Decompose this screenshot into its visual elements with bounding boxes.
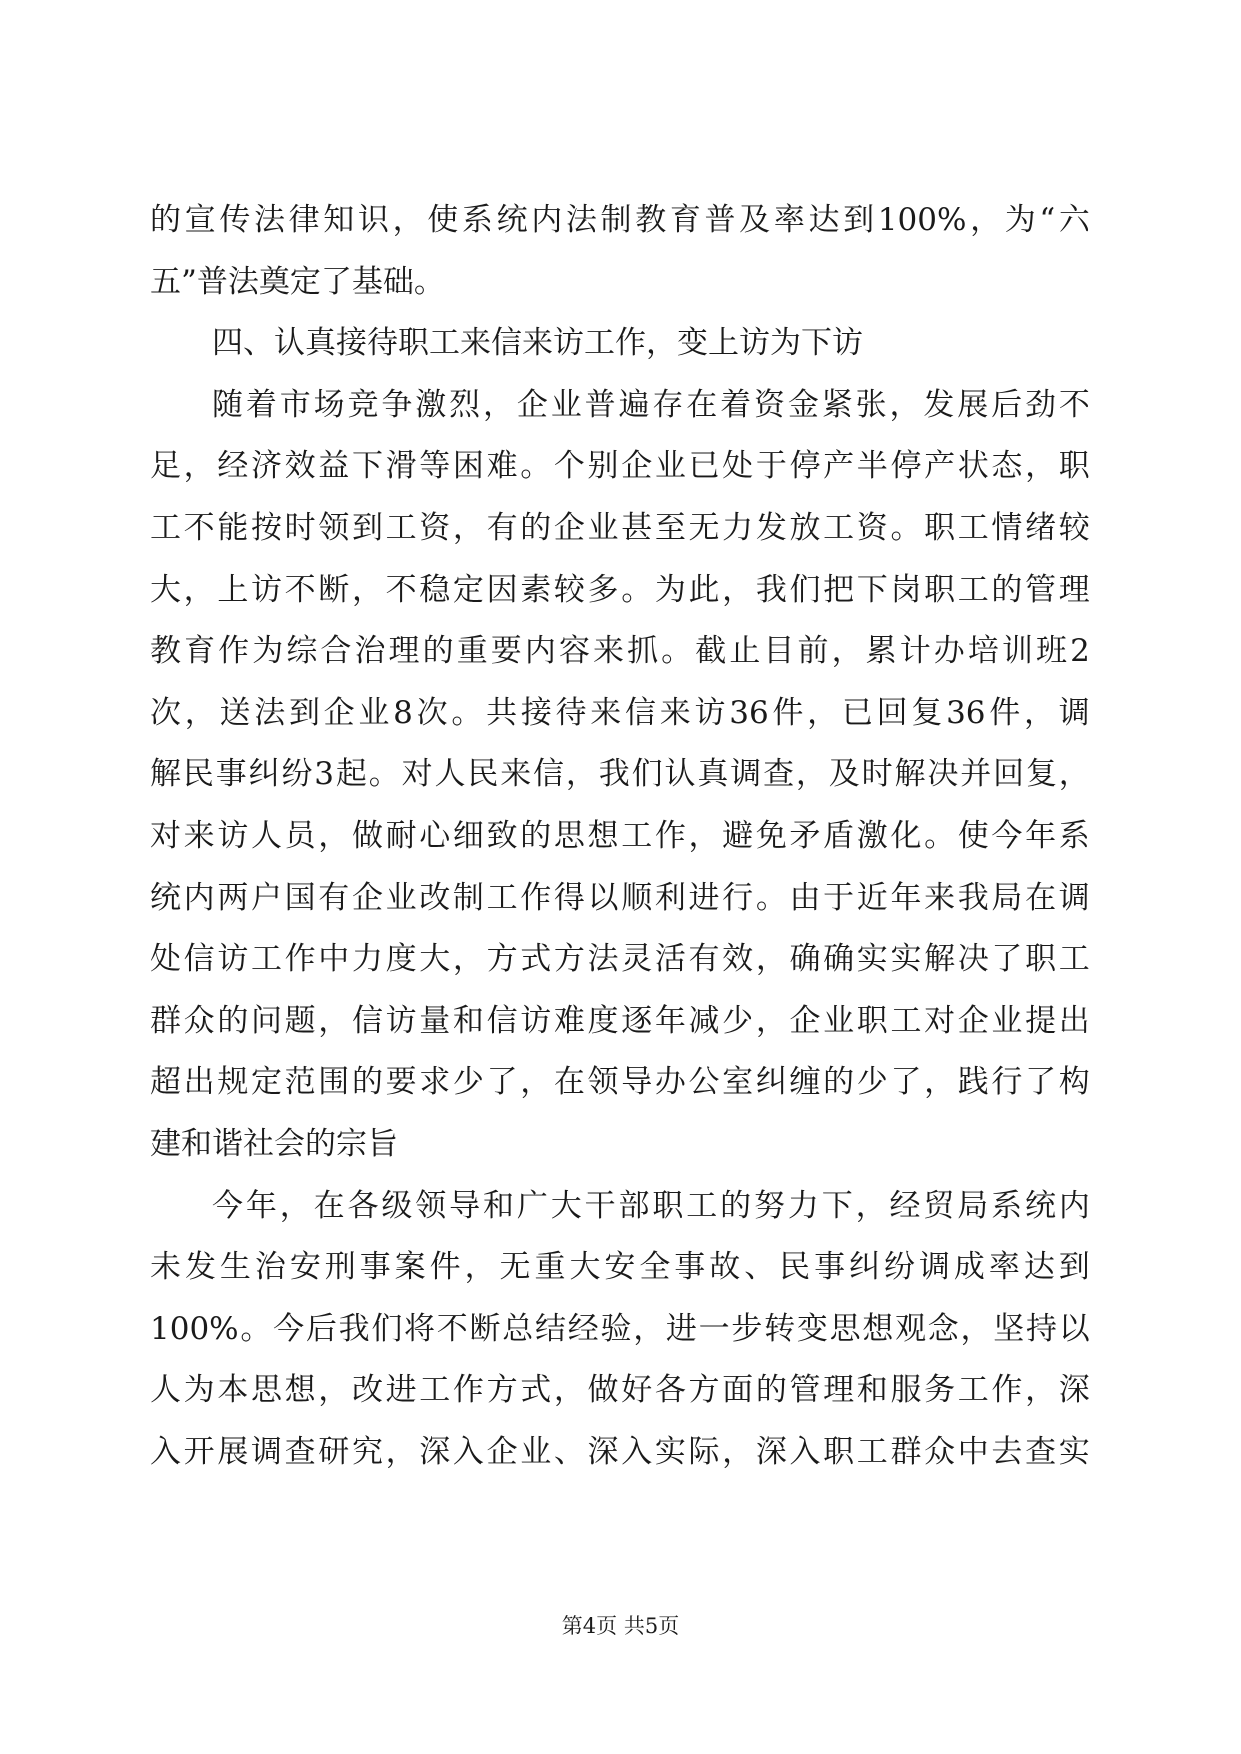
text-line: 四、认真接待职工来信来访工作，变上访为下访 (212, 325, 863, 362)
text-line: 群 众 的 问 题 ， 信 访 量 和 信 访 难 度 逐 年 减 少 ， 企 业 职 工 对 企 业 提 出 (150, 1002, 1090, 1039)
text-line: 入 开 展 调 查 研 究 ， 深 入 企 业 、 深 入 实 际 ， 深 入 职 工 群 众 中 去 查 实 (150, 1433, 1090, 1470)
text-line: 教 育 作 为 综 合 治 理 的 重 要 内 容 来 抓 。 截 止 目 前 ， 累 计 办 培 训 班 2 (150, 633, 1090, 670)
text-line: 建和谐社会的宗旨 (150, 1125, 398, 1162)
document-body (150, 190, 1090, 1483)
text-line: 人 为 本 思 想 ， 改 进 工 作 方 式 ， 做 好 各 方 面 的 管 理 和 服 务 工 作 ， 深 (150, 1372, 1090, 1409)
page-footer: 第4页 共5页 (561, 1614, 680, 1638)
text-line: 处 信 访 工 作 中 力 度 大 ， 方 式 方 法 灵 活 有 效 ， 确 确 实 实 解 决 了 职 工 (150, 941, 1090, 978)
text-line: 大 ， 上 访 不 断 ， 不 稳 定 因 素 较 多 。 为 此 ， 我 们 把 下 岗 职 工 的 管 理 (150, 571, 1090, 608)
text-line: 超 出 规 定 范 围 的 要 求 少 了 ， 在 领 导 办 公 室 纠 缠 的 少 了 ， 践 行 了 构 (150, 1064, 1090, 1101)
text-line: 解 民 事 纠 纷 3 起 。 对 人 民 来 信 ， 我 们 认 真 调 查 ， 及 时 解 决 并 回 复 ， (150, 756, 1090, 793)
text-line: 统 内 两 户 国 有 企 业 改 制 工 作 得 以 顺 利 进 行 。 由 于 近 年 来 我 局 在 调 (150, 879, 1090, 916)
text-line: 未 发 生 治 安 刑 事 案 件 ， 无 重 大 安 全 事 故 、 民 事 纠 纷 调 成 率 达 到 (150, 1249, 1090, 1286)
text-line: 的 宣 传 法 律 知 识 ， 使 系 统 内 法 制 教 育 普 及 率 达 到 100% ， 为 “ 六 (150, 202, 1090, 238)
text-line: 今 年 ， 在 各 级 领 导 和 广 大 干 部 职 工 的 努 力 下 ， 经 贸 局 系 统 内 (212, 1187, 1090, 1224)
text-line: 100% 。 今 后 我 们 将 不 断 总 结 经 验 ， 进 一 步 转 变 思 想 观 念 ， 坚 持 以 (150, 1310, 1090, 1347)
text-line: 次 ， 送 法 到 企 业 8 次 。 共 接 待 来 信 来 访 36 件 ， 已 回 复 36 件 ， 调 (150, 694, 1090, 731)
text-line: 对 来 访 人 员 ， 做 耐 心 细 致 的 思 想 工 作 ， 避 免 矛 盾 激 化 。 使 今 年 系 (150, 817, 1090, 854)
text-line: 足 ， 经 济 效 益 下 滑 等 困 难 。 个 别 企 业 已 处 于 停 产 半 停 产 状 态 ， 职 (150, 448, 1090, 485)
text-line: 五”普法奠定了基础。 (150, 263, 445, 300)
text-line: 工 不 能 按 时 领 到 工 资 ， 有 的 企 业 甚 至 无 力 发 放 工 资 。 职 工 情 绪 较 (150, 509, 1090, 546)
text-line: 随 着 市 场 竞 争 激 烈 ， 企 业 普 遍 存 在 着 资 金 紧 张 ， 发 展 后 劲 不 (212, 386, 1090, 423)
